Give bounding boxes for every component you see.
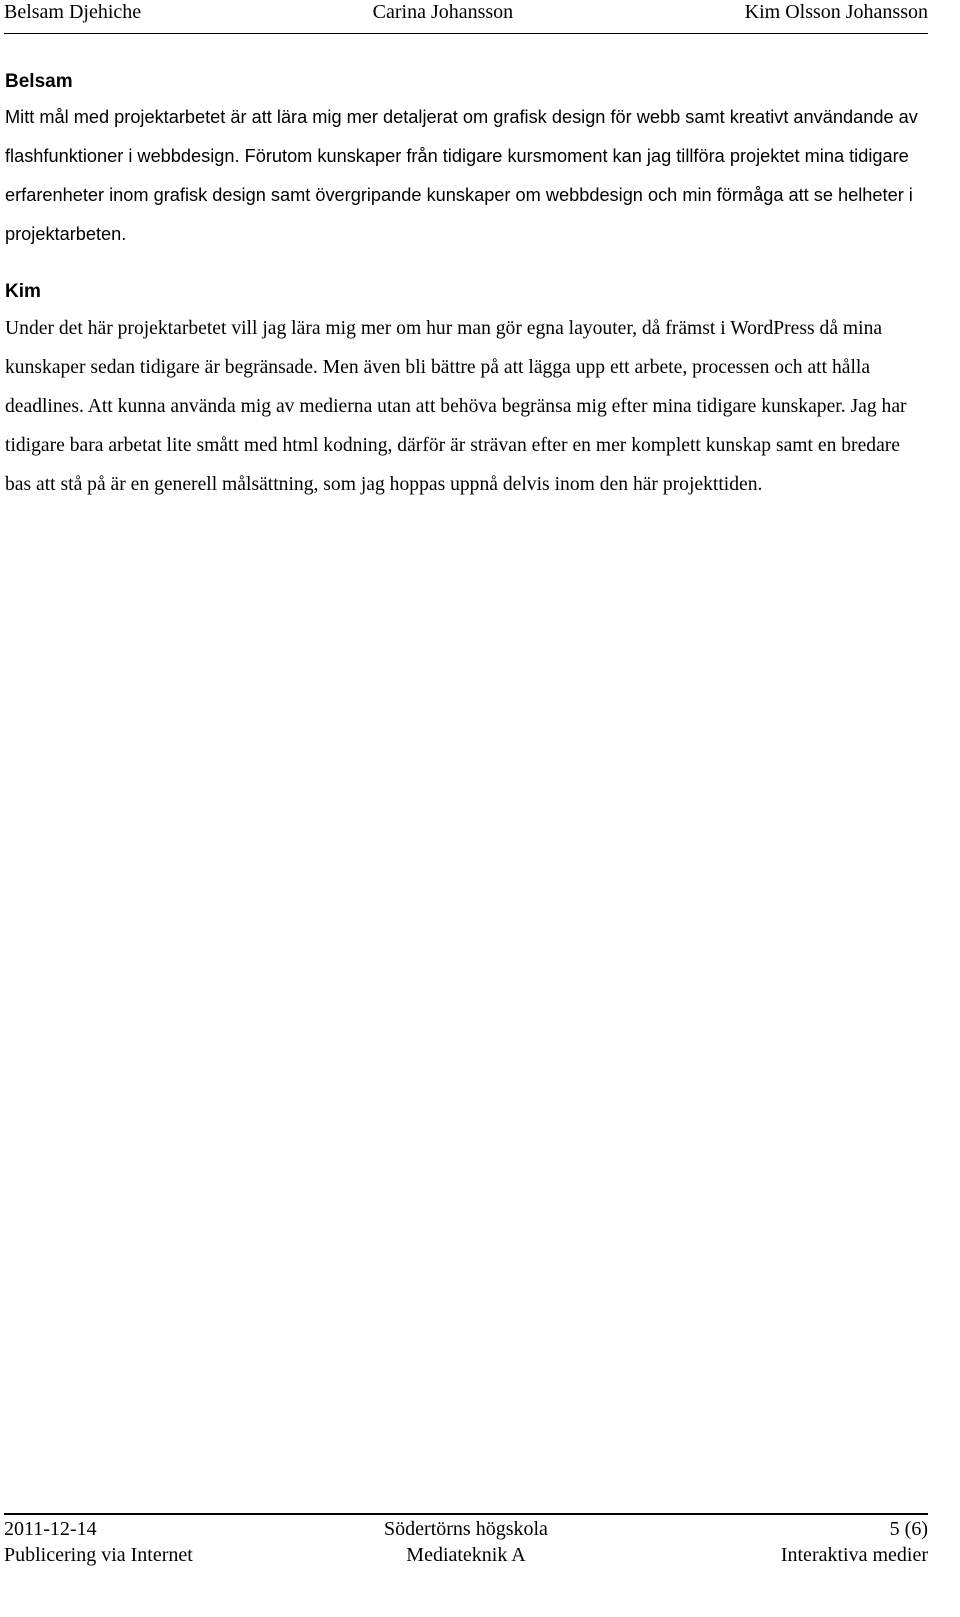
footer-row-bottom xyxy=(4,1543,928,1567)
header-author-3: Kim Olsson Johansson xyxy=(744,1,928,23)
footer-school: Södertörns högskola xyxy=(384,1518,548,1540)
header-divider xyxy=(4,33,928,34)
section-text-belsam: Mitt mål med projektarbetet är att lära mig mer detaljerat om grafisk design för webb samt kreativt användande av flashfunktioner i webbdesign. Förutom kunskaper från tidigare kursmoment kan jag tillföra projektet mina tidigare erfarenheter inom grafisk design samt övergripande kunskaper om webbdesign och min förmåga att se helheter i projektarbeten. xyxy=(5,107,918,244)
footer-date: 2011-12-14 xyxy=(4,1518,97,1540)
section-heading-belsam: Belsam xyxy=(5,71,73,92)
footer-department: Interaktiva medier xyxy=(780,1544,928,1566)
section-heading-kim: Kim xyxy=(5,281,41,302)
footer-divider xyxy=(4,1513,928,1515)
footer-course: Publicering via Internet xyxy=(4,1544,193,1566)
page-header xyxy=(4,0,928,24)
header-author-1: Belsam Djehiche xyxy=(4,1,142,23)
section-text-kim: Under det här projektarbetet vill jag lära mig mer om hur man gör egna layouter, då främst i WordPress då mina kunskaper sedan tidigare är begränsade. Men även bli bättre på att lägga upp ett arbete, processen och att hålla deadlines. Att kunna använda mig av medierna utan att behöva begränsa mig efter mina tidigare kunskaper. Jag har tidigare bara arbetat lite smått med html kodning, därför är strävan efter en mer komplett kunskap samt en bredare bas att stå på är en generell målsättning, som jag hoppas uppnå delvis inom den här projekttiden. xyxy=(5,318,907,495)
header-author-2: Carina Johansson xyxy=(372,1,514,23)
footer-page-number: 5 (6) xyxy=(889,1518,928,1540)
footer-program: Mediateknik A xyxy=(406,1544,526,1566)
footer-row-top xyxy=(4,1517,928,1541)
